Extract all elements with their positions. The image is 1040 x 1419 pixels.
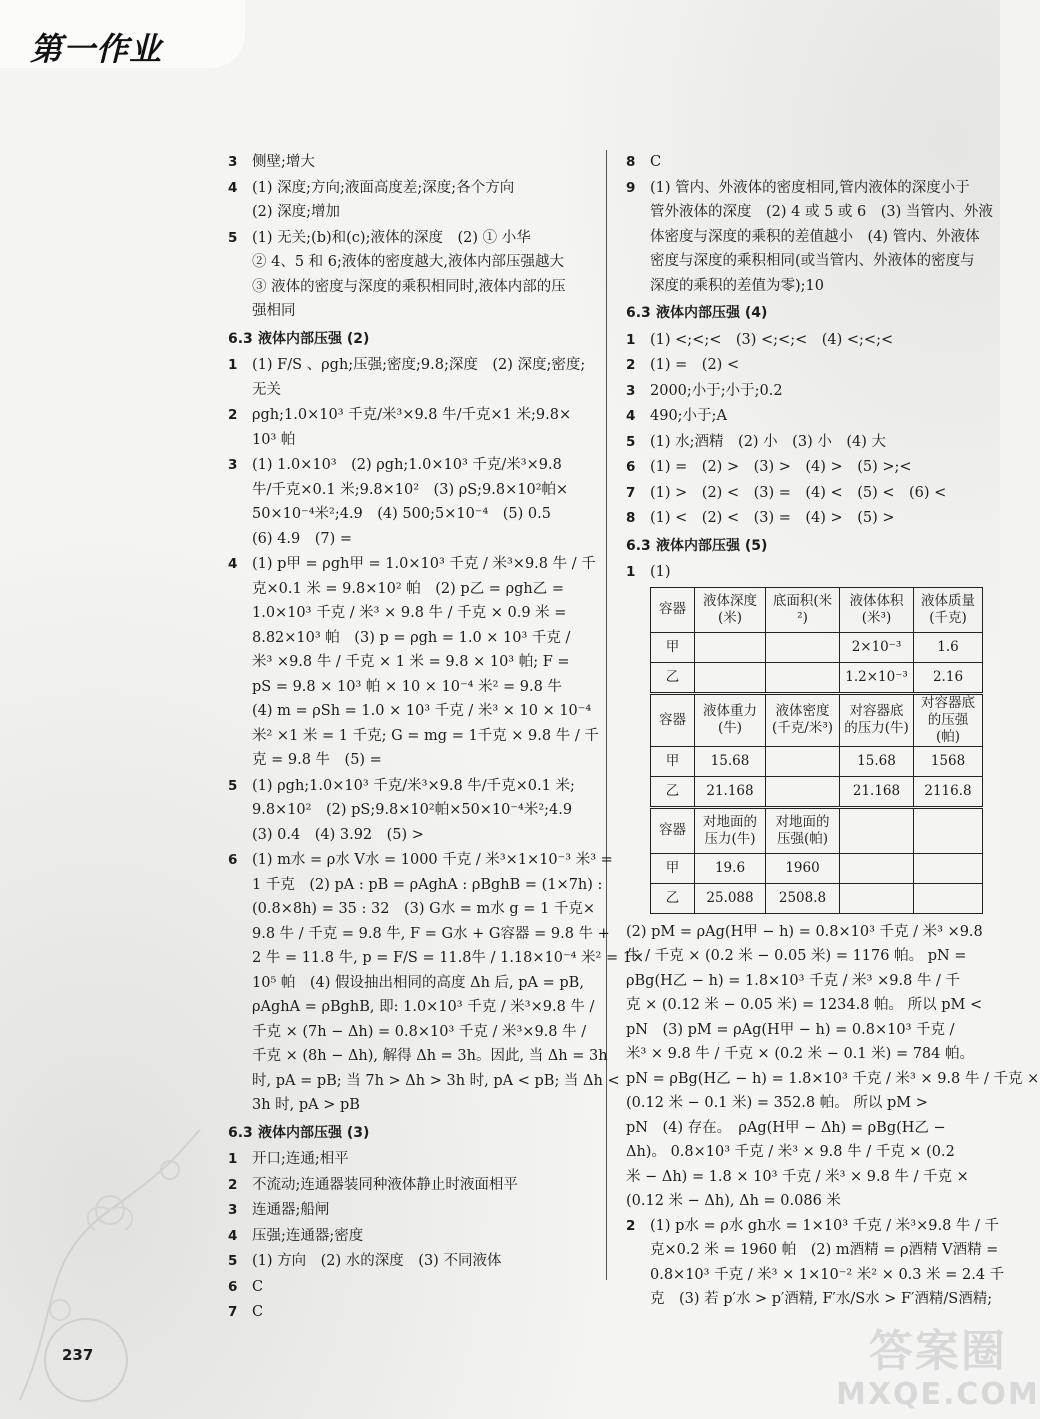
item-line: 千克 × (7h − Δh) = 0.8×10³ 千克 / 米³×9.8 牛 / [252,1023,587,1040]
table-cell: 乙 [651,883,695,913]
item-line: (1) > (2) < (3) = (4) < (5) < (6) < [650,484,947,501]
table-cell: 容器 [651,807,695,853]
list-item [228,1147,590,1172]
item-line: (1) < (2) < (3) = (4) > (5) > [650,510,895,526]
table-cell: 甲 [651,853,695,883]
table-cell: 1.6 [914,632,983,662]
item-line: 时, pA = pB; 当 7h > Δh > 3h 时, pA < pB; 当 Δh < [252,1072,620,1089]
item-line: 开口;连通;相平 [252,1151,349,1167]
item-line: 10⁵ 帕 (4) 假设抽出相同的高度 Δh 后, pA = pB, [252,974,584,991]
text-line: 米³ × 9.8 牛 / 千克 × (0.2 米 − 0.1 米) = 784 帕。 [626,1046,974,1062]
item-line: 牛/千克×0.1 米;9.8×10² (3) ρS;9.8×10²帕× [252,481,569,498]
item-line: 深度的乘积的差值为零);10 [650,277,824,294]
item-body [252,1249,590,1274]
section-title-2: 6.3 液体内部压强 (2) [228,330,370,347]
item-body [650,1214,1004,1312]
table-cell: 乙 [651,662,695,693]
table-cell: 1960 [766,853,840,883]
item-line: 侧壁;增大 [252,154,315,170]
item-line: (1) 水;酒精 (2) 小 (3) 小 (4) 大 [650,433,886,450]
item-number: 4 [626,408,636,424]
list-item [228,453,590,551]
item-line: ③ 液体的密度与深度的乘积相同时,液体内部的压 [252,278,566,295]
table-cell [840,807,914,853]
item-line: 9.8×10² (2) pS;9.8×10²帕×50×10⁻⁴米²;4.9 [252,802,573,818]
table-row [651,807,983,853]
list-item [228,1300,590,1325]
item-number: 1 [626,331,636,348]
list-item [228,176,590,225]
item-line: (1) m水 = ρ水 V水 = 1000 千克 / 米³×1×10⁻³ 米³ = [252,852,613,868]
page-number: 237 [62,1346,94,1364]
item-line: (1) p水 = ρ水 gh水 = 1×10³ 千克 / 米³×9.8 牛 / 千 [650,1217,1000,1234]
item-body [252,1198,590,1223]
item-line: (0.8×8h) = 35 : 32 (3) G水 = m水 g = 1 千克× [252,901,596,917]
item-number: 7 [228,1304,238,1320]
text-line: pN (3) pM = ρAg(H甲 − h) = 0.8×10³ 千克 / [626,1021,955,1038]
text-line: 牛 / 千克 × (0.2 米 − 0.05 米) = 1176 帕。 pN = [626,948,967,964]
item-line: 连通器;船闸 [252,1202,330,1218]
list-item [626,455,988,480]
table-cell: 15.68 [695,746,766,776]
item-number: 7 [626,484,636,501]
table-cell: 液体重力(牛) [695,693,766,746]
table-row [651,662,983,693]
item-number: 4 [228,556,238,572]
section-title-4: 6.3 液体内部压强 (4) [626,305,768,321]
section-2-items [228,353,645,1118]
item-line: 克 = 9.8 牛 (5) = [252,752,382,768]
item-line: ② 4、5 和 6;液体的密度越大,液体内部压强越大 [252,254,564,270]
text-line: 克 × (0.12 米 − 0.05 米) = 1234.8 帕。 所以 pM < [626,997,983,1013]
watermark-bottom: MXQE.COM [836,1377,1040,1412]
item-body [650,353,988,378]
item-line: C [252,1278,264,1295]
item-number: 1 [626,564,636,580]
table-cell: 底面积(米²) [766,587,840,632]
item-number: 6 [228,1278,238,1295]
list-item [626,481,988,506]
list-item [626,379,988,404]
item-number: 8 [626,510,636,526]
item-line: (1) = (2) > (3) > (4) > (5) >;< [650,459,912,475]
item-body [650,455,988,480]
text-line: 米 − Δh) = 1.8 × 10³ 千克 / 米³ × 9.8 牛 / 千克 × [626,1168,969,1185]
list-item [626,430,988,455]
section-title-3: 6.3 液体内部压强 (3) [228,1124,370,1141]
item-number: 5 [228,229,238,246]
item-line: (1) p甲 = ρgh甲 = 1.0×10³ 千克 / 米³×9.8 牛 / 千 [252,556,596,572]
item-body [650,379,988,404]
item-line: 50×10⁻⁴米²;4.9 (4) 500;5×10⁻⁴ (5) 0.5 [252,506,551,522]
item-line: 8.82×10³ 帕 (3) p = ρgh = 1.0 × 10³ 千克 / [252,629,571,646]
item-line: 2000;小于;小于;0.2 [650,382,783,399]
list-item [228,150,590,175]
item-line: 1 千克 (2) pA : pB = ρAghA : ρBghB = (1×7h) : [252,876,603,893]
item-body [650,430,988,455]
item-line: 体密度与深度的乘积的差值越小 (4) 管内、外液体 [650,228,980,245]
item-line: C [252,1304,264,1320]
item-body [650,176,993,299]
section-3-items [228,1147,590,1325]
item-line: 千克 × (8h − Δh), 解得 Δh = 3h。因此, 当 Δh = 3h [252,1048,608,1064]
item-line: (6) 4.9 (7) = [252,530,353,547]
table-row [651,776,983,807]
list-item [228,552,599,773]
item-body [252,150,590,175]
table-cell [766,632,840,662]
item-line: 克×0.2 米 = 1960 帕 (2) m酒精 = ρ酒精 V酒精 = [650,1242,999,1258]
list-item [626,150,988,175]
list-item [626,506,988,531]
table-cell: 1.2×10⁻³ [840,662,914,693]
item-number: 3 [228,1202,238,1218]
item-body [252,1224,590,1249]
list-item [228,1249,590,1274]
table-cell: 1568 [914,746,983,776]
item-line: (1) 1.0×10³ (2) ρgh;1.0×10³ 千克/米³×9.8 [252,457,562,473]
list-item [228,353,590,402]
answer-table [650,587,983,914]
item-line: pS = 9.8 × 10³ 帕 × 10 × 10⁻⁴ 米² = 9.8 牛 [252,678,562,695]
list-item [626,328,988,353]
table-cell [914,883,983,913]
item-number: 2 [228,1176,238,1193]
table-cell: 甲 [651,746,695,776]
item-line: 490;小于;A [650,408,727,424]
table-cell: 对地面的压力(牛) [695,807,766,853]
item-label: (1) [650,564,671,580]
item-body [252,848,644,1118]
item-number: 6 [228,852,238,868]
table-followup-text [626,920,1040,1214]
section-4-items [626,328,988,531]
item-line: 不流动;连通器装同种液体静止时液面相平 [252,1176,518,1193]
table-cell [695,632,766,662]
item-line: (1) = (2) < [650,357,740,373]
item-line: (1) <;<;< (3) <;<;< (4) <;<;< [650,331,894,348]
item-body [650,150,988,175]
table-cell [840,883,914,913]
item-number: 2 [626,357,636,373]
item-number: 1 [228,1151,238,1167]
table-cell [766,776,840,807]
list-item [626,1214,1005,1312]
item-number: 5 [626,433,636,450]
item-body [252,552,599,773]
list-item [228,1173,590,1198]
table-row [651,746,983,776]
table-cell: 2508.8 [766,883,840,913]
item-body [252,1147,590,1172]
table-cell: 容器 [651,693,695,746]
item-body [650,481,988,506]
item-body [252,1173,590,1198]
item-body [252,1275,590,1300]
table-row [651,632,983,662]
text-line: (0.12 米 − 0.1 米) = 352.8 帕。 所以 pM > [626,1095,928,1111]
item-number: 2 [228,407,238,423]
brand-title: 第一作业 [30,30,163,68]
table-row [651,883,983,913]
text-line: pN (4) 存在。 ρAg(H甲 − Δh) = ρBg(H乙 − [626,1119,946,1136]
item-line: 克 (3) 若 p′水 > p′酒精, F′水/S水 > F′酒精/S酒精; [650,1291,993,1307]
item-body [252,403,590,452]
item-line: (1) 方向 (2) 水的深度 (3) 不同液体 [252,1253,502,1269]
item-number: 3 [626,382,636,399]
table-cell: 对容器底的压力(牛) [840,693,914,746]
list-item [626,404,988,429]
item-line: 9.8 牛 / 千克 = 9.8 牛, F = G水 + G容器 = 9.8 牛 + [252,925,610,942]
item-line: 1.0×10³ 千克 / 米³ × 9.8 牛 / 千克 × 0.9 米 = [252,605,567,621]
list-item [228,403,590,452]
section-title-5: 6.3 液体内部压强 (5) [626,537,768,554]
item-line: 3h 时, pA > pB [252,1097,360,1113]
item-line: 2 牛 = 11.8 牛, p = F/S = 11.8牛 / 1.18×10⁻⁴ 米² = 1× [252,950,645,966]
item-body [650,506,988,531]
table-cell [840,853,914,883]
text-line: (0.12 米 − Δh), Δh = 0.086 米 [626,1193,841,1209]
item-line: 0.8×10³ 千克 / 米³ × 1×10⁻² 米² × 0.3 米 = 2.4 千 [650,1266,1005,1283]
item-number: 5 [228,1253,238,1269]
item-line: 克×0.1 米 = 9.8×10² 帕 (2) p乙 = ρgh乙 = [252,580,564,597]
table-cell: 21.168 [695,776,766,807]
item-number: 9 [626,179,636,196]
item-body [252,453,590,551]
text-line: ρBg(H乙 − h) = 1.8×10³ 千克 / 米³ ×9.8 牛 / 千 [626,972,961,989]
header-tab [0,0,245,68]
list-item [626,560,988,585]
table-cell [766,662,840,693]
table-cell: 15.68 [840,746,914,776]
table-cell: 25.088 [695,883,766,913]
item-line: 密度与深度的乘积相同(或当管内、外液体的密度与 [650,253,975,269]
table-cell [695,662,766,693]
item-line: (1) F/S 、ρgh;压强;密度;9.8;深度 (2) 深度;密度; [252,357,586,373]
table-cell: 乙 [651,776,695,807]
left-pre-items [228,150,590,324]
list-item [228,1224,590,1249]
item-body [650,404,988,429]
item-line: C [650,154,662,170]
item-line: (3) 0.4 (4) 3.92 (5) > [252,826,424,843]
item-number: 1 [228,357,238,373]
table-cell: 液体深度(米) [695,587,766,632]
right-last-items [626,1214,1005,1312]
list-item [228,1198,590,1223]
item-body [252,226,590,324]
table-cell: 液体质量(千克) [914,587,983,632]
item-number: 2 [626,1217,636,1234]
item-line: 管外液体的深度 (2) 4 或 5 或 6 (3) 当管内、外液 [650,204,993,220]
right-pre-items [626,150,993,298]
item-line: (1) 无关;(b)和(c);液体的深度 (2) ① 小华 [252,229,531,246]
table-cell: 19.6 [695,853,766,883]
item-number: 4 [228,1227,238,1244]
watermark-top: 答案圈 [868,1326,1007,1377]
right-column [626,150,1040,1313]
table-cell: 2.16 [914,662,983,693]
list-item [626,176,993,299]
list-item [228,774,590,848]
list-item [228,848,645,1118]
table-cell: 甲 [651,632,695,662]
table-cell: 液体密度(千克/米³) [766,693,840,746]
table-cell [766,746,840,776]
table-cell: 对容器底的压强(帕) [914,693,983,746]
table-cell [914,853,983,883]
left-column [228,150,645,1326]
list-item [228,1275,590,1300]
text-line: Δh)。 0.8×10³ 千克 / 米³ × 9.8 牛 / 千克 × (0.2 [626,1144,955,1160]
table-cell: 液体体积(米³) [840,587,914,632]
table-cell: 21.168 [840,776,914,807]
item-number: 5 [228,777,238,794]
table-cell: 容器 [651,587,695,632]
item-line: 米² ×1 米 = 1 千克; G = mg = 1千克 × 9.8 牛 / 千 [252,727,599,744]
item-line: 强相同 [252,303,296,319]
list-item [228,226,590,324]
item-body [252,774,590,848]
table-cell: 对地面的压强(帕) [766,807,840,853]
table-row [651,587,983,632]
item-number: 6 [626,459,636,475]
table-cell: 2116.8 [914,776,983,807]
item-line: (1) 深度;方向;液面高度差;深度;各个方向 [252,179,515,196]
item-number: 4 [228,179,238,196]
item-number: 3 [228,457,238,473]
item-body [252,1300,590,1325]
item-line: 米³ ×9.8 牛 / 千克 × 1 米 = 9.8 × 10³ 帕; F = [252,654,570,670]
item-line: (1) ρgh;1.0×10³ 千克/米³×9.8 牛/千克×0.1 米; [252,777,575,794]
item-line: ρAghA = ρBghB, 即: 1.0×10³ 千克 / 米³×9.8 牛 / [252,999,595,1015]
item-number: 8 [626,154,636,170]
item-line: (1) 管内、外液体的密度相同,管内液体的深度小于 [650,179,970,196]
item-number: 3 [228,154,238,170]
list-item [626,353,988,378]
item-line: (4) m = ρSh = 1.0 × 10³ 千克 / 米³ × 10 × 10⁻⁴ [252,703,592,719]
item-body [252,353,590,402]
text-line: pN = ρBg(H乙 − h) = 1.8×10³ 千克 / 米³ × 9.8 牛 / 千克 × [626,1070,1040,1087]
item-line: 10³ 帕 [252,431,296,448]
item-line: 无关 [252,381,281,398]
table-row [651,693,983,746]
item-line: 压强;连通器;密度 [252,1227,364,1244]
item-body [650,328,988,353]
table-cell: 2×10⁻³ [840,632,914,662]
table-cell [914,807,983,853]
item-line: (2) 深度;增加 [252,204,341,220]
text-line: (2) pM = ρAg(H甲 − h) = 0.8×10³ 千克 / 米³ ×9.8 [626,923,983,940]
item-body [252,176,590,225]
watermark-logo [836,1326,1040,1412]
table-row [651,853,983,883]
item-line: ρgh;1.0×10³ 千克/米³×9.8 牛/千克×1 米;9.8× [252,407,572,423]
